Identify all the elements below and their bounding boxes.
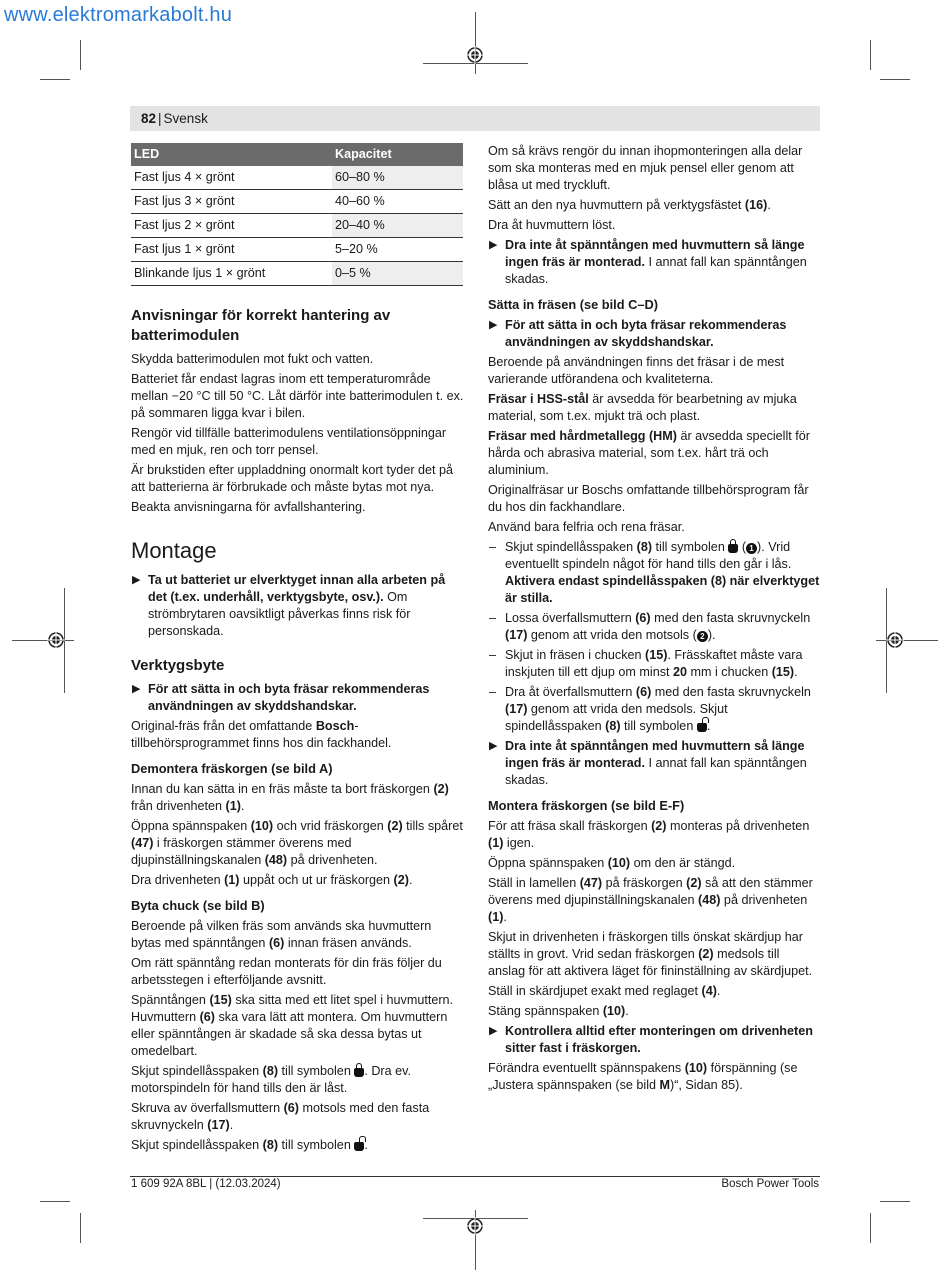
crop-mark [880,79,910,80]
crop-mark [880,1201,910,1202]
table-cell: 20–40 % [332,214,463,238]
paragraph: För att fräsa skall fräskorgen (2) monteras på drivenheten (1) igen. [488,819,810,850]
table-cell: Fast ljus 3 × grönt [131,190,332,214]
table-header-row [131,143,463,166]
paragraph: Fräsar i HSS-stål är avsedda för bearbetning av mjuka material, som t.ex. mjukt trä och plast. [488,392,797,423]
paragraph: Fräsar med hårdmetallegg (HM) är avsedda speciellt för hårda och abrasiva material, som t.ex. hårt trä och aluminium. [488,429,810,477]
paragraph: Originalfräsar ur Boschs omfattande tillbehörsprogram får du hos din fackhandlare. [488,483,809,514]
table-row [131,262,463,286]
table-cell: 60–80 % [332,166,463,190]
paragraph: Skjut spindellåsspaken (8) till symbolen . [131,1138,368,1152]
footer-brand: Bosch Power Tools [721,1178,819,1190]
paragraph: Stäng spännspaken (10). [488,1004,629,1018]
paragraph: Dra åt huvmuttern löst. [488,218,616,232]
table-cell: 0–5 % [332,262,463,286]
arrow-icon: ▶ [489,319,498,331]
paragraph: Förändra eventuellt spännspakens (10) förspänning (se „Justera spännspaken (se bild M)“, Sidan 85). [488,1061,798,1092]
crop-mark [40,79,70,80]
warning-item: ▶ Ta ut batteriet ur elverktyget innan alla arbeten på det (t.ex. underhåll, verktygsbyte, osv.). Om strömbrytaren oavsiktligt påverkas finns risk för personskada. [132,573,446,638]
paragraph: Öppna spännspaken (10) och vrid fräskorgen (2) tills spåret (47) i fräskorgen stämmer överens med djupinställningskanalen (48) på drivenheten. [131,819,463,867]
paragraph: Rengör vid tillfälle batterimodulens ventilationsöppningar med en mjuk, ren och torr pensel. [131,426,447,457]
mount-basket-heading: Montera fräskorgen (se bild E-F) [488,798,685,813]
arrow-icon: ▶ [489,740,498,752]
page-header [130,106,820,131]
lock-open-icon [697,723,707,732]
paragraph: Om rätt spänntång redan monterats för din fräs följer du arbetsstegen i efterföljande avsnitt. [131,956,442,987]
list-item: – Lossa överfallsmuttern (6) med den fasta skruvnyckeln (17) genom att vrida den motsols ( 2 ). [489,611,811,642]
table-cell: Fast ljus 2 × grönt [131,214,332,238]
insert-cutter-heading: Sätta in fräsen (se bild C–D) [488,297,658,312]
header-separator: | [158,111,162,126]
paragraph: Är brukstiden efter uppladdning onormalt kort tyder det på att batterierna är förbrukade och måste bytas mot nya. [131,463,454,494]
paragraph: Innan du kan sätta in en fräs måste ta bort fräskorgen (2) från drivenheten (1). [131,782,449,813]
crop-mark [80,40,81,70]
lock-open-icon [354,1142,364,1151]
montage-heading: Montage [131,538,217,563]
registration-mark-icon [466,46,484,64]
paragraph: Ställ in skärdjupet exakt med reglaget (4). [488,984,721,998]
lock-closed-icon [354,1068,364,1077]
demount-heading: Demontera fräskorgen (se bild A) [131,761,333,776]
lock-closed-icon [728,544,738,553]
arrow-icon: ▶ [489,1025,498,1037]
paragraph: Beakta anvisningarna för avfallshantering. [131,500,366,514]
tool-change-heading: Verktygsbyte [131,657,225,674]
table-row [131,166,463,190]
footer-doc-id: 1 609 92A 8BL | (12.03.2024) [131,1178,281,1190]
warning-item: ▶ Kontrollera alltid efter monteringen om drivenheten sitter fast i fräskorgen. [489,1024,813,1055]
warning-item: ▶ Dra inte åt spänntången med huvmuttern så länge ingen fräs är monterad. I annat fall kan spänntången skadas. [489,739,807,787]
paragraph: Sätt an den nya huvmuttern på verktygsfästet (16). [488,198,771,212]
paragraph: Batteriet får endast lagras inom ett temperaturområde mellan −20 °C till 50 °C. Låt därför inte batterimodulen t. ex. på sommaren ligga kvar i bilen. [131,372,464,420]
list-item: – Dra åt överfallsmuttern (6) med den fasta skruvnyckeln (17) genom att vrida den medsols. Skjut spindellåsspaken (8) till symbolen . [489,685,811,733]
paragraph: Skydda batterimodulen mot fukt och vatten. [131,352,374,366]
crop-mark [870,40,871,70]
paragraph: Spänntången (15) ska sitta med ett litet spel i huvmuttern. Huvmuttern (6) ska vara lätt att montera. Om huvmuttern eller spänntången är skadade så ska dessa bytas ut omedelbart. [131,993,454,1058]
watermark[interactable]: www.elektromarkabolt.hu [4,4,233,26]
right-column [488,143,820,1097]
paragraph: Beroende på vilken fräs som används ska huvmuttern bytas med spänntången (6) innan fräsen används. [131,919,432,950]
crop-mark [80,1213,81,1243]
step-number-badge: 2 [697,631,708,642]
step-number-badge: 1 [746,543,757,554]
page-number: 82 [141,111,157,126]
table-cell: 5–20 % [332,238,463,262]
table-cell: Fast ljus 4 × grönt [131,166,332,190]
table-row [131,214,463,238]
table-row [131,238,463,262]
arrow-icon: ▶ [132,574,141,586]
registration-mark-icon [47,631,65,649]
warning-item: ▶ Dra inte åt spänntången med huvmuttern så länge ingen fräs är monterad. I annat fall kan spänntången skadas. [489,238,807,286]
table-cell: Fast ljus 1 × grönt [131,238,332,262]
paragraph: Dra drivenheten (1) uppåt och ut ur fräskorgen (2). [131,873,413,887]
list-item: – Skjut in fräsen i chucken (15). Frässkaftet måste vara inskjuten till ett djup om minst 20 mm i chucken (15). [489,648,803,679]
table-cell: Blinkande ljus 1 × grönt [131,262,332,286]
paragraph: Skruva av överfallsmuttern (6) motsols med den fasta skruvnyckeln (17). [131,1101,430,1132]
paragraph: Original-fräs från det omfattande Bosch-tillbehörsprogrammet finns hos din fackhandel. [131,719,392,750]
battery-heading: Anvisningar för korrekt hantering av batterimodulen [131,307,391,344]
paragraph: Om så krävs rengör du innan ihopmonteringen alla delar som ska monteras med en mjuk pensel eller genom att blåsa ut med tryckluft. [488,144,803,192]
crop-mark [870,1213,871,1243]
left-column [131,143,464,1157]
table-header-led: LED [131,143,332,166]
paragraph: Använd bara felfria och rena fräsar. [488,520,685,534]
registration-mark-icon [886,631,904,649]
table-row [131,190,463,214]
header-language: Svensk [163,111,208,126]
led-capacity-table [131,143,463,286]
arrow-icon: ▶ [489,239,498,251]
paragraph: Skjut in drivenheten i fräskorgen tills önskat skärdjup har ställts in grovt. Vrid sedan fräskorgen (2) medsols till anslag för att aktivera läget för fininställning av skärdjupet. [488,930,813,978]
warning-item: ▶ För att sätta in och byta fräsar rekommenderas användningen av skyddshandskar. [132,682,430,713]
table-cell: 40–60 % [332,190,463,214]
list-item: – Skjut spindellåsspaken (8) till symbolen ( 1 ). Vrid eventuellt spindeln något för hand tills den går i lås. Aktivera endast spindellåsspaken (8) när elverktyget är stilla. [489,540,820,605]
paragraph: Skjut spindellåsspaken (8) till symbolen . Dra ev. motorspindeln för hand tills den är låst. [131,1064,411,1095]
registration-line [475,12,476,74]
paragraph: Öppna spännspaken (10) om den är stängd. [488,856,736,870]
footer-divider [130,1176,820,1177]
chuck-heading: Byta chuck (se bild B) [131,898,265,913]
warning-item: ▶ För att sätta in och byta fräsar rekommenderas användningen av skyddshandskar. [489,318,787,349]
crop-mark [40,1201,70,1202]
table-header-capacity: Kapacitet [332,143,463,166]
arrow-icon: ▶ [132,683,141,695]
paragraph: Beroende på användningen finns det fräsar i de mest varierande utförandena och kvaliteterna. [488,355,785,386]
paragraph: Ställ in lamellen (47) på fräskorgen (2) så att den stämmer överens med djupinställningskanalen (48) på drivenheten (1). [488,876,813,924]
registration-mark-icon [466,1217,484,1235]
